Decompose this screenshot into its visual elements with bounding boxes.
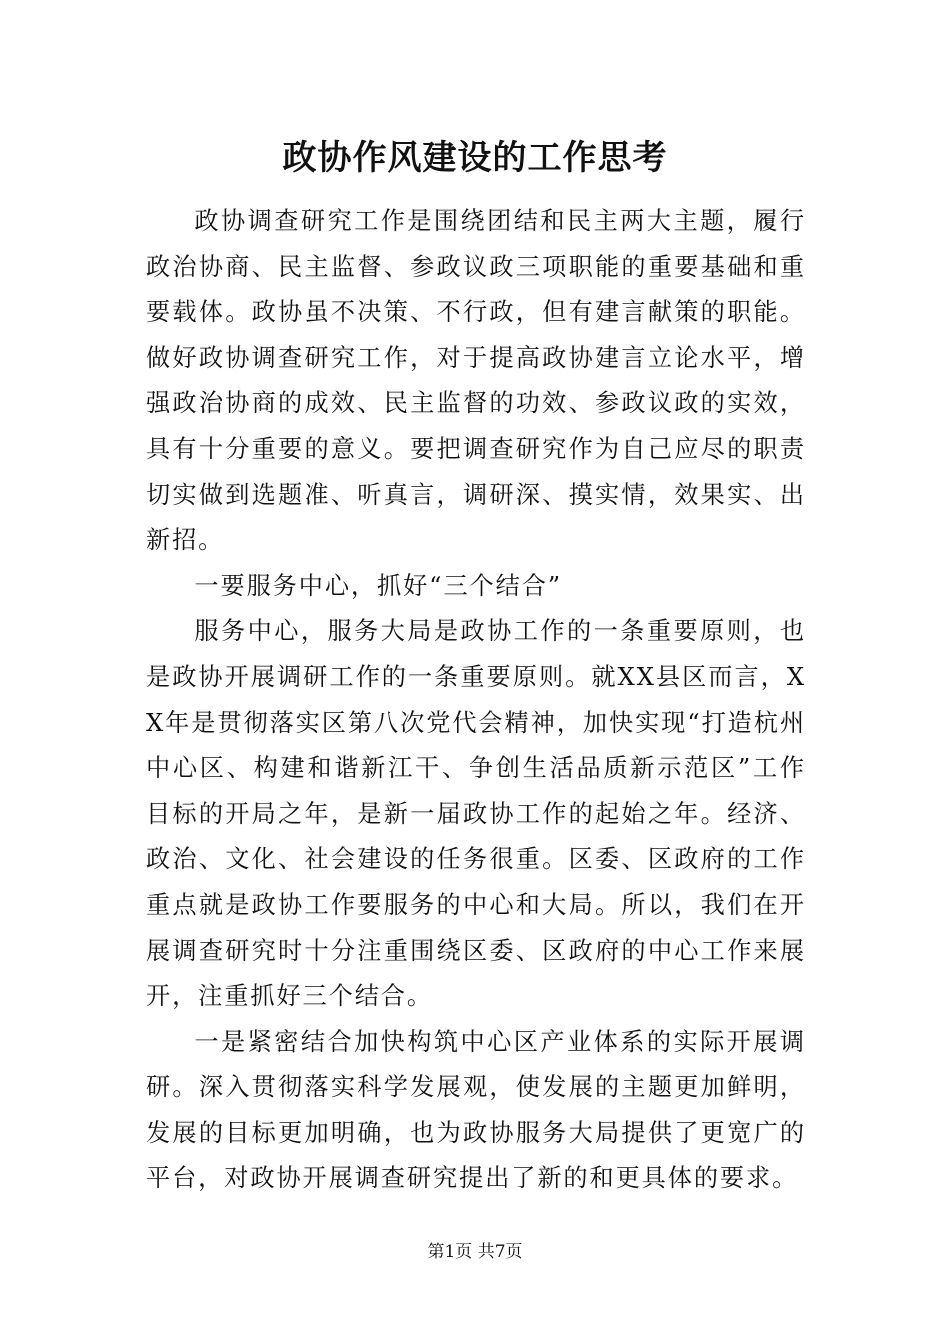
document-title: 政协作风建设的工作思考	[282, 138, 668, 178]
document-body	[146, 199, 806, 1202]
paragraph-serve-center: 服务中心，服务大局是政协工作的一条重要原则，也是政协开展调研工作的一条重要原则。就XX县区而言，XX年是贯彻落实区第八次党代会精神，加快实现“打造杭州中心区、构建和谐新江干、争创生活品质新示范区”工作目标的开局之年，是新一届政协工作的起始之年。经济、政治、文化、社会建设的任务很重。区委、区政府的工作重点就是政协工作要服务的中心和大局。所以，我们在开展调查研究时十分注重围绕区委、区政府的中心工作来展开，注重抓好三个结合。	[146, 617, 806, 1011]
page-footer: 第1页 共7页	[427, 1242, 523, 1262]
section-heading: 一要服务中心，抓好“三个结合”	[194, 571, 563, 600]
paragraph-intro: 政协调查研究工作是围绕团结和民主两大主题，履行政治协商、民主监督、参政议政三项职能的重要基础和重要载体。政协虽不决策、不行政，但有建言献策的职能。做好政协调查研究工作，对于提高政协建言立论水平，增强政治协商的成效、民主监督的功效、参政议政的实效，具有十分重要的意义。要把调查研究作为自己应尽的职责切实做到选题准、听真言，调研深、摸实情，效果实、出新招。	[146, 207, 806, 555]
paragraph-first-point: 一是紧密结合加快构筑中心区产业体系的实际开展调研。深入贯彻落实科学发展观，使发展的主题更加鲜明，发展的目标更加明确，也为政协服务大局提供了更宽广的平台，对政协开展调查研究提出了新的和更具体的要求。	[146, 1027, 806, 1193]
